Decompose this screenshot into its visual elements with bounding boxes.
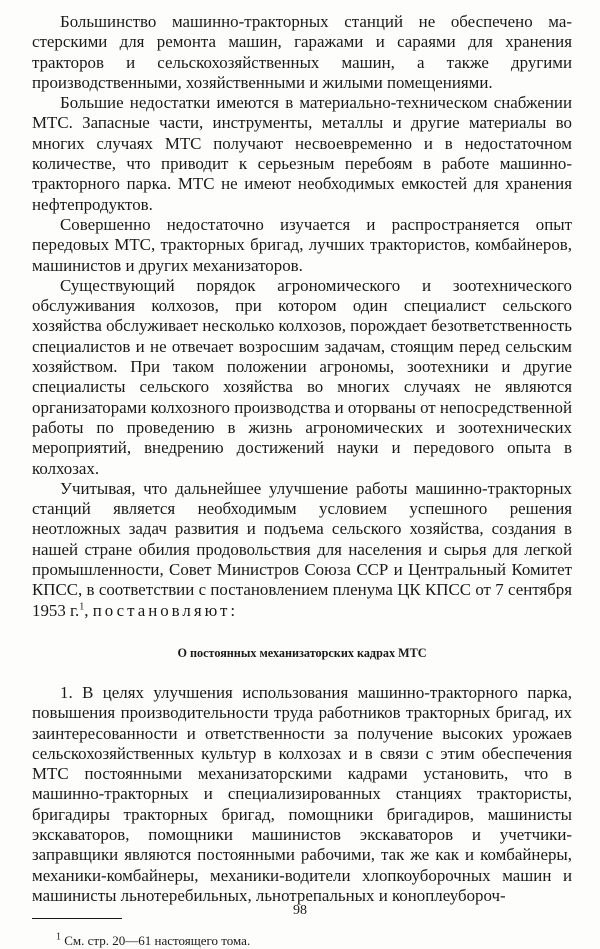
resolution-paragraph: Учитывая, что дальнейшее улучшение работы машинно-тракторных станций является необходимым условием успешного решения неотложных задач развития и подъема сельского хозяйства, создания в нашей стране обилия продовольствия для населения и сырья для легкой промышленности, Совет Министров Союза ССР и Центральный Комитет КПСС, в соответствии с постановлением пленума ЦК КПСС от 7 сентября 1953 г.$^1$, постановляют: (32, 478, 572, 620)
resolution-text: Учитывая, что дальнейшее улучшение работы машинно-тракторных станций является необходимым условием успешного решения неотложных задач развития и подъема сельского хозяйства, создания в нашей стране обилия продовольствия для населения и сырья для легкой промышленности, Совет Министров Союза ССР и Центральный Комитет КПСС, в соответствии с постановлением пленума ЦК КПСС от 7 сентября 1953 г. (32, 478, 572, 620)
footnote-mark: 1 (56, 931, 61, 943)
paragraph-4: Существующий порядок агрономического и зоотехнического обслуживания колхозов, при котором один специалист сельского хозяйства обслуживает несколько колхозов, порождает безответственность специалистов и не отвечает возросшим задачам, стоящим перед сельским хозяйством. При таком положении агрономы, зоотехники и другие специалисты сельского хозяйства во многих случаях не являются организаторами колхозного производства и оторваны от непосредственной работы по проведению в жизнь агрономических и зоотехнических мероприятий, внедрению достижений науки и передового опыта в колхозах. (32, 275, 572, 478)
paragraph-1: Большинство машинно-тракторных станций не обеспечено мастерскими для ремонта машин, гаражами и сараями для хранения тракторов и сельскохозяйственных машин, а также другими производственными, хозяйственными и жилыми помещениями. (32, 12, 572, 92)
section-heading: О постоянных механизаторских кадрах МТС (177, 645, 427, 660)
page-number: 98 (293, 903, 307, 918)
section-paragraph-1: 1. В целях улучшения использования машинно-тракторного парка, повышения производительности труда работников тракторных бригад, их заинтересованности и ответственности за получение высоких урожаев сельскохозяйственных культур в колхозах и в связи с этим обеспечения МТС постоянными механизаторскими кадрами установить, что в машинно-тракторных и специализированных станциях трактористы, бригадиры тракторных бригад, помощники бригадиров, машинисты экскаваторов, помощники машинистов экскаваторов и учетчики-заправщики являются постоянными рабочими, так же как и комбайнеры, механики-комбайнеры, механики-водители хлопкоуборочных машин и машинисты льнотеребильных, льнотрепальных и коноплеубороч- (32, 682, 572, 905)
footnote-text: См. стр. 20—61 настоящего тома. (64, 933, 251, 949)
paragraph-3: Совершенно недостаточно изучается и распространяется опыт передовых МТС, тракторных бригад, лучших трактористов, комбайнеров, машинистов и других механизаторов. (32, 214, 572, 275)
footnote (32, 933, 572, 949)
paragraph-2: Большие недостатки имеются в материально-техническом снабжении МТС. Запасные части, инструменты, металлы и другие материалы во многих случаях МТС получают несвоевременно и в недостаточном количестве, что приводит к серьезным перебоям в работе машинно-тракторного парка. МТС не имеют необходимых емкостей для хранения нефтепродуктов. (32, 93, 572, 214)
footnote-reference: 1 (79, 600, 85, 612)
decree-word: постановляют: (92, 600, 239, 620)
